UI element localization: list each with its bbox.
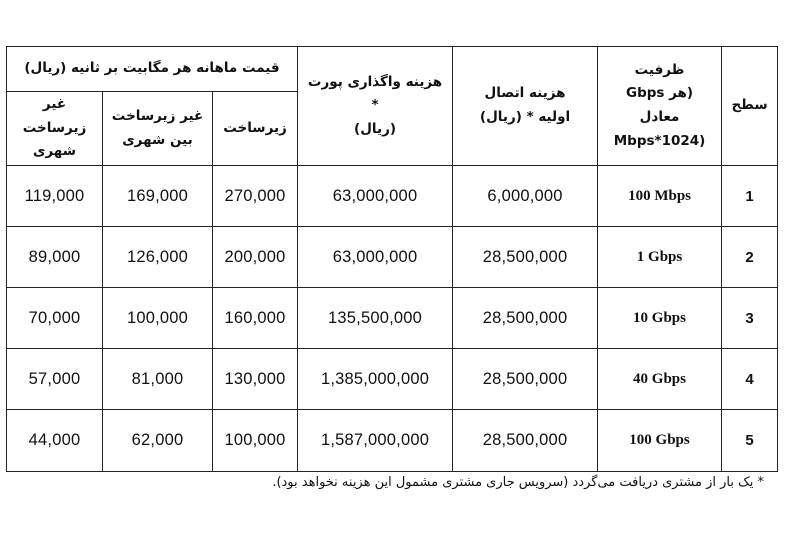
cell-connection-fee: 28,500,000 <box>453 349 598 410</box>
cell-non-infra-intercity: 81,000 <box>103 349 213 410</box>
header-port-fee <box>298 47 453 166</box>
cell-connection-fee: 28,500,000 <box>453 288 598 349</box>
header-port-fee-line1: هزینه واگذاری پورت * <box>307 73 443 114</box>
header-capacity <box>598 47 722 166</box>
tariff-table <box>6 46 778 472</box>
header-level <box>722 47 778 166</box>
cell-port-fee: 135,500,000 <box>298 288 453 349</box>
table-row <box>7 166 778 227</box>
cell-infrastructure: 160,000 <box>213 288 298 349</box>
header-capacity-line1: ظرفیت <box>634 61 685 78</box>
header-non-infra-urban <box>7 92 103 166</box>
header-connection-fee <box>453 47 598 166</box>
header-connection-fee-line2: اولیه * (ریال) <box>479 109 571 125</box>
table-row <box>7 227 778 288</box>
cell-infrastructure: 270,000 <box>213 166 298 227</box>
cell-non-infra-urban: 89,000 <box>7 227 103 288</box>
cell-connection-fee: 28,500,000 <box>453 410 598 472</box>
cell-capacity: 100 Gbps <box>598 410 722 472</box>
cell-port-fee: 63,000,000 <box>298 166 453 227</box>
cell-non-infra-intercity: 169,000 <box>103 166 213 227</box>
header-monthly-price-text: قیمت ماهانه هر مگابیت بر ثانیه (ریال) <box>24 60 280 77</box>
header-non-infra-intercity-line2: بین شهری <box>122 131 193 148</box>
cell-port-fee: 1,385,000,000 <box>298 349 453 410</box>
header-capacity-line3: (1024*Mbps <box>613 132 706 149</box>
table-row <box>7 288 778 349</box>
cell-infrastructure: 130,000 <box>213 349 298 410</box>
cell-capacity: 40 Gbps <box>598 349 722 410</box>
cell-capacity: 10 Gbps <box>598 288 722 349</box>
header-level-text: سطح <box>731 97 768 114</box>
header-capacity-line2: (هر Gbps معادل <box>625 85 694 125</box>
header-non-infra-intercity <box>103 92 213 166</box>
cell-non-infra-urban: 119,000 <box>7 166 103 227</box>
header-infrastructure <box>213 92 298 166</box>
cell-connection-fee: 6,000,000 <box>453 166 598 227</box>
cell-non-infra-intercity: 126,000 <box>103 227 213 288</box>
table-row <box>7 349 778 410</box>
header-non-infra-urban-line1: غیر زیرساخت <box>22 96 87 136</box>
cell-non-infra-intercity: 100,000 <box>103 288 213 349</box>
cell-infrastructure: 100,000 <box>213 410 298 472</box>
cell-level: 3 <box>722 288 778 349</box>
cell-connection-fee: 28,500,000 <box>453 227 598 288</box>
table-row <box>7 410 778 472</box>
cell-level: 2 <box>722 227 778 288</box>
header-non-infra-urban-line2: شهری <box>33 143 76 160</box>
header-connection-fee-line1: هزینه اتصال <box>484 85 566 102</box>
cell-level: 1 <box>722 166 778 227</box>
cell-non-infra-urban: 57,000 <box>7 349 103 410</box>
cell-level: 4 <box>722 349 778 410</box>
header-infrastructure-text: زیرساخت <box>223 119 287 136</box>
cell-port-fee: 1,587,000,000 <box>298 410 453 472</box>
header-port-fee-line2: (ریال) <box>354 120 397 137</box>
cell-non-infra-urban: 44,000 <box>7 410 103 472</box>
footnote: * یک بار از مشتری دریافت می‌گردد (سرویس جاری مشتری مشمول این هزینه نخواهد بود). <box>272 475 764 490</box>
cell-non-infra-urban: 70,000 <box>7 288 103 349</box>
cell-capacity: 100 Mbps <box>598 166 722 227</box>
cell-non-infra-intercity: 62,000 <box>103 410 213 472</box>
cell-infrastructure: 200,000 <box>213 227 298 288</box>
cell-port-fee: 63,000,000 <box>298 227 453 288</box>
header-non-infra-intercity-line1: غیر زیرساخت <box>111 107 204 124</box>
cell-capacity: 1 Gbps <box>598 227 722 288</box>
header-monthly-price <box>7 47 298 92</box>
cell-level: 5 <box>722 410 778 472</box>
